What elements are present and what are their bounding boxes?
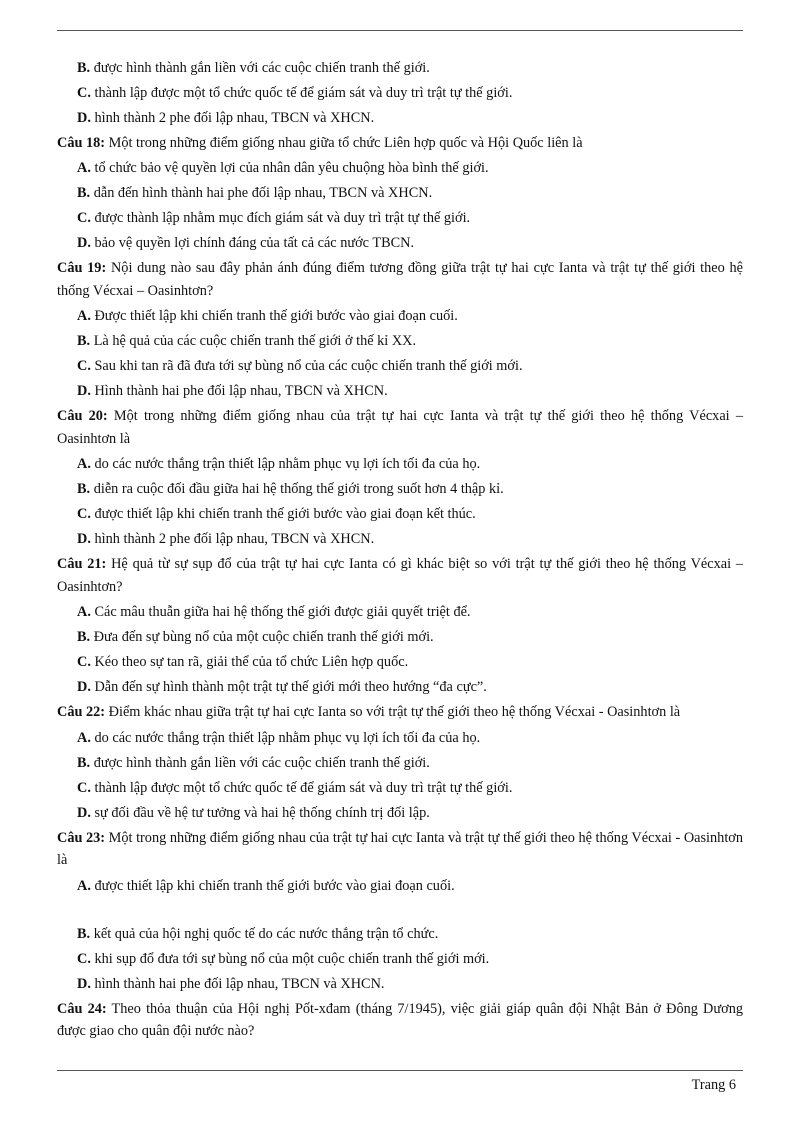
option-text: thành lập được một tổ chức quốc tế để giám sát và duy trì trật tự thế giới. (94, 779, 513, 796)
option-text: được thành lập nhằm mục đích giám sát và duy trì trật tự thế giới. (94, 210, 471, 226)
option-label: A. (77, 604, 91, 620)
question-text: Theo thỏa thuận của Hội nghị Pốt-xđam (tháng 7/1945), việc giải giáp quân đội Nhật Bản ở Đông Dương được giao cho quân đội nước nào? (57, 1000, 743, 1039)
option-label: A. (77, 160, 91, 176)
question-number: Câu 23: (57, 829, 106, 846)
answer-option (57, 106, 743, 131)
option-label: D. (77, 235, 91, 251)
page-number: Trang 6 (691, 1077, 736, 1093)
footer-rule (57, 1070, 743, 1071)
answer-option (57, 206, 743, 231)
option-label: C. (77, 210, 91, 226)
option-text: được hình thành gắn liền với các cuộc chiến tranh thế giới. (93, 60, 430, 76)
answer-option (57, 156, 743, 181)
option-text: Hình thành hai phe đối lập nhau, TBCN và XHCN. (94, 383, 388, 399)
answer-option (57, 329, 743, 354)
option-text: Dẫn đến sự hình thành một trật tự thế giới mới theo hướng “đa cực”. (94, 679, 487, 695)
answer-option (57, 56, 743, 81)
answer-option (57, 379, 743, 404)
option-label: D. (77, 804, 91, 821)
question-number: Câu 21: (57, 556, 107, 572)
answer-option (57, 502, 743, 527)
question-text: Hệ quả từ sự sụp đổ của trật tự hai cực Ianta có gì khác biệt so với trật tự thế giới theo hệ thống Vécxai – Oasinhtơn? (57, 556, 743, 595)
option-text: thành lập được một tổ chức quốc tế để giám sát và duy trì trật tự thế giới. (94, 85, 513, 101)
option-label: B. (77, 333, 91, 349)
option-text: được thiết lập khi chiến tranh thế giới bước vào giai đoạn kết thúc. (94, 506, 476, 522)
option-label: C. (77, 950, 91, 967)
option-label: A. (77, 308, 91, 324)
option-label: B. (77, 481, 91, 497)
answer-option (57, 452, 743, 477)
option-text: Được thiết lập khi chiến tranh thế giới bước vào giai đoạn cuối. (94, 308, 458, 324)
option-label: C. (77, 358, 91, 374)
option-text: Là hệ quả của các cuộc chiến tranh thế giới ở thế kỉ XX. (93, 333, 417, 349)
answer-option (57, 922, 743, 947)
question (57, 827, 743, 872)
question-text: Một trong những điểm giống nhau của trật tự hai cực Ianta và trật tự thế giới theo hệ thống Vécxai - Oasinhtơn là (57, 829, 744, 868)
option-label: B. (77, 754, 91, 771)
option-label: D. (77, 531, 91, 547)
option-text: sự đối đầu về hệ tư tưởng và hai hệ thống chính trị đối lập. (94, 804, 430, 821)
question (57, 405, 743, 450)
option-label: C. (77, 85, 91, 101)
option-label: A. (77, 456, 91, 472)
answer-option (57, 874, 743, 899)
answer-option (57, 600, 743, 625)
exam-page-content (57, 56, 743, 1045)
question-text: Điểm khác nhau giữa trật tự hai cực Ianta so với trật tự thế giới theo hệ thống Vécxai - Oasinhtơn là (108, 704, 681, 720)
option-label: A. (77, 877, 91, 894)
question (57, 131, 743, 156)
answer-option (57, 650, 743, 675)
answer-option (57, 801, 743, 826)
option-text: Các mâu thuẫn giữa hai hệ thống thế giới được giải quyết triệt để. (94, 604, 471, 620)
answer-option (57, 527, 743, 552)
option-text: kết quả của hội nghị quốc tế do các nước thắng trận tổ chức. (93, 925, 439, 942)
option-label: C. (77, 506, 91, 522)
option-text: được thiết lập khi chiến tranh thế giới bước vào giai đoạn cuối. (94, 877, 455, 894)
blank-spacer (57, 899, 743, 922)
answer-option (57, 947, 743, 972)
option-label: A. (77, 729, 91, 746)
option-label: C. (77, 654, 91, 670)
option-text: bảo vệ quyền lợi chính đáng của tất cả các nước TBCN. (94, 235, 415, 251)
option-text: diễn ra cuộc đối đầu giữa hai hệ thống thế giới trong suốt hơn 4 thập kỉ. (93, 481, 504, 497)
question-number: Câu 20: (57, 408, 108, 424)
answer-option (57, 181, 743, 206)
option-text: được hình thành gắn liền với các cuộc chiến tranh thế giới. (93, 754, 430, 771)
question (57, 553, 743, 598)
option-text: do các nước thắng trận thiết lập nhằm phục vụ lợi ích tối đa của họ. (94, 456, 481, 472)
answer-option (57, 776, 743, 801)
option-text: khi sụp đổ đưa tới sự bùng nổ của một cuộc chiến tranh thế giới mới. (94, 950, 490, 967)
option-text: tổ chức bảo vệ quyền lợi của nhân dân yêu chuộng hòa bình thế giới. (94, 160, 489, 176)
option-label: B. (77, 60, 91, 76)
answer-option (57, 726, 743, 751)
option-text: do các nước thắng trận thiết lập nhằm phục vụ lợi ích tối đa của họ. (94, 729, 481, 746)
answer-option (57, 751, 743, 776)
answer-option (57, 81, 743, 106)
option-label: B. (77, 629, 91, 645)
question (57, 998, 743, 1043)
answer-option (57, 354, 743, 379)
option-label: B. (77, 185, 91, 201)
answer-option (57, 972, 743, 997)
option-label: D. (77, 679, 91, 695)
question-text: Một trong những điểm giống nhau của trật tự hai cực Ianta và trật tự thế giới theo hệ thống Vécxai – Oasinhtơn là (57, 408, 743, 447)
option-label: B. (77, 925, 91, 942)
question (57, 701, 743, 724)
option-text: Đưa đến sự bùng nổ của một cuộc chiến tranh thế giới mới. (93, 629, 434, 645)
option-label: D. (77, 975, 91, 992)
header-rule (57, 30, 743, 31)
option-label: D. (77, 383, 91, 399)
option-text: hình thành hai phe đối lập nhau, TBCN và XHCN. (94, 975, 385, 992)
question (57, 257, 743, 302)
question-number: Câu 24: (57, 1000, 107, 1017)
option-text: dẫn đến hình thành hai phe đối lập nhau, TBCN và XHCN. (93, 185, 433, 201)
question-text: Nội dung nào sau đây phản ánh đúng điểm tương đồng giữa trật tự hai cực Ianta và trật tự thế giới theo hệ thống Vécxai – Oasinhtơn? (57, 260, 743, 299)
option-label: D. (77, 110, 91, 126)
option-text: hình thành 2 phe đối lập nhau, TBCN và XHCN. (94, 531, 375, 547)
question-number: Câu 22: (57, 704, 106, 720)
option-label: C. (77, 779, 91, 796)
answer-option (57, 625, 743, 650)
answer-option (57, 231, 743, 256)
question-number: Câu 18: (57, 135, 106, 151)
answer-option (57, 477, 743, 502)
option-text: hình thành 2 phe đối lập nhau, TBCN và XHCN. (94, 110, 375, 126)
question-text: Một trong những điểm giống nhau giữa tổ chức Liên hợp quốc và Hội Quốc liên là (108, 135, 583, 151)
answer-option (57, 304, 743, 329)
option-text: Sau khi tan rã đã đưa tới sự bùng nổ của các cuộc chiến tranh thế giới mới. (94, 358, 523, 374)
answer-option (57, 675, 743, 700)
option-text: Kéo theo sự tan rã, giải thể của tổ chức Liên hợp quốc. (94, 654, 409, 670)
question-number: Câu 19: (57, 260, 107, 276)
